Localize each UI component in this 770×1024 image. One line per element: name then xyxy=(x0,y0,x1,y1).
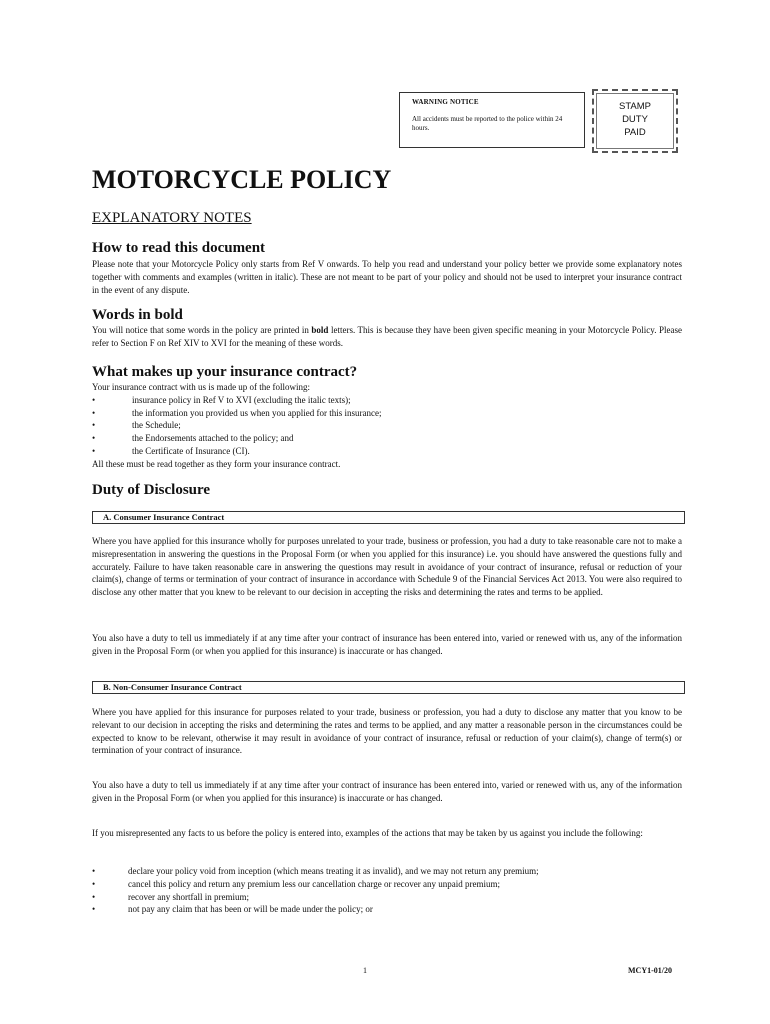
section-b-paragraph-3: If you misrepresented any facts to us before the policy is entered into, examples of the actions that may be taken by us against you include the following: xyxy=(92,828,643,838)
list-item: • recover any shortfall in premium; xyxy=(92,891,249,902)
bullet-icon: • xyxy=(92,433,96,444)
stamp-line-2: DUTY xyxy=(622,114,648,125)
bold-word: bold xyxy=(311,325,329,335)
warning-notice-text: All accidents must be reported to the police within 24 hours. xyxy=(412,115,563,132)
list-item: • the information you provided us when you applied for this insurance; xyxy=(92,407,382,418)
contract-heading: What makes up your insurance contract? xyxy=(92,364,358,380)
bullet-icon: • xyxy=(92,445,96,456)
list-item: • the Schedule; xyxy=(92,420,181,431)
section-b-label: B. Non-Consumer Insurance Contract xyxy=(92,681,685,694)
list-item: • not pay any claim that has been or will be made under the policy; or xyxy=(92,904,373,915)
list-item: • declare your policy void from inception (which means treating it as invalid), and we may not return any premium; xyxy=(92,866,539,876)
how-to-read-text: Please note that your Motorcycle Policy only starts from Ref V onwards. To help you read and understand your policy better we provide some explanatory notes together with comments and examples (written in italic). These are not meant to be part of your policy and should not be used to interpret your insurance contract in the event of any dispute. xyxy=(92,259,682,295)
stamp-line-3: PAID xyxy=(624,127,646,138)
document-title: MOTORCYCLE POLICY xyxy=(92,165,392,194)
list-item: • cancel this policy and return any premium less our cancellation charge or recover any unpaid premium; xyxy=(92,878,500,889)
bullet-icon: • xyxy=(92,866,96,876)
bullet-icon: • xyxy=(92,878,96,889)
section-a-paragraph-1: Where you have applied for this insurance wholly for purposes unrelated to your trade, business or profession, you had a duty to take reasonable care not to make a misrepresentation in answering the questions in the Proposal Form (or when you applied for this insurance) i.e. you should have answered the questions fully and accurately. Failure to have taken reasonable care in answering the questions may result in avoidance of your contract of insurance, refusal or reduction of your claim(s), change of terms or termination of your contract of insurance in accordance with Schedule 9 of the Financial Services Act 2013. You were also required to disclose any other matter that you knew to be relevant to our decision in accepting the risks and determining the rates and terms to be applied. xyxy=(92,536,682,598)
page-number: 1 xyxy=(363,966,367,975)
section-a-label: A. Consumer Insurance Contract xyxy=(92,511,685,524)
bullet-icon: • xyxy=(92,904,96,915)
stamp-line-1: STAMP xyxy=(618,101,652,112)
bullet-icon: • xyxy=(92,407,96,418)
explanatory-notes-heading: EXPLANATORY NOTES xyxy=(92,210,252,226)
bullet-icon: • xyxy=(92,420,96,431)
bullet-icon: • xyxy=(92,394,96,405)
stamp-duty-paid xyxy=(592,89,678,153)
list-item: • the Endorsements attached to the policy; and xyxy=(92,433,294,444)
bullet-icon: • xyxy=(92,891,96,902)
stamp-inner-frame xyxy=(596,93,674,149)
warning-notice-box xyxy=(399,92,585,148)
contract-intro: Your insurance contract with us is made up of the following: xyxy=(92,382,311,392)
words-in-bold-text xyxy=(92,324,682,350)
section-b-paragraph-1: Where you have applied for this insurance for purposes related to your trade, business or profession, you had a duty to disclose any matter that you know to be relevant to our decision in accepting the risks and determining the rates and terms to be applied, and any matter a reasonable person in the circumstances could be expected to know to be relevant, otherwise it may result in avoidance of your contract of insurance, refusal or reduction of your claim(s), change of term(s) or termination of your contract of insurance. xyxy=(92,707,682,756)
words-in-bold-text-start: You will notice that some words in the policy are printed in xyxy=(92,325,312,335)
section-a-paragraph-2: You also have a duty to tell us immediately if at any time after your contract of insurance has been entered into, varied or renewed with us, any of the information given in the Proposal Form (or when you applied for this insurance) is inaccurate or has changed. xyxy=(92,633,682,656)
contract-list xyxy=(92,381,682,471)
document-code: MCY1-01/20 xyxy=(628,966,672,975)
warning-notice-title: WARNING NOTICE xyxy=(412,98,479,106)
words-in-bold-text-end: letters. This is because they have been given specific meaning in your Motorcycle Policy. Please refer to Section F on Ref XIV to XVI for the meaning of these words. xyxy=(92,325,682,348)
list-item: • insurance policy in Ref V to XVI (excluding the italic texts); xyxy=(92,394,351,405)
actions-list xyxy=(92,865,682,916)
list-item: • the Certificate of Insurance (CI). xyxy=(92,445,250,456)
section-b-paragraph-2: You also have a duty to tell us immediately if at any time after your contract of insurance has been entered into, varied or renewed with us, any of the information given in the Proposal Form (or when you applied for this insurance) is inaccurate or has changed. xyxy=(92,780,682,803)
duty-of-disclosure-heading: Duty of Disclosure xyxy=(92,482,211,498)
how-to-read-heading: How to read this document xyxy=(92,240,266,256)
words-in-bold-heading: Words in bold xyxy=(92,307,183,323)
contract-outro: All these must be read together as they form your insurance contract. xyxy=(92,458,341,469)
